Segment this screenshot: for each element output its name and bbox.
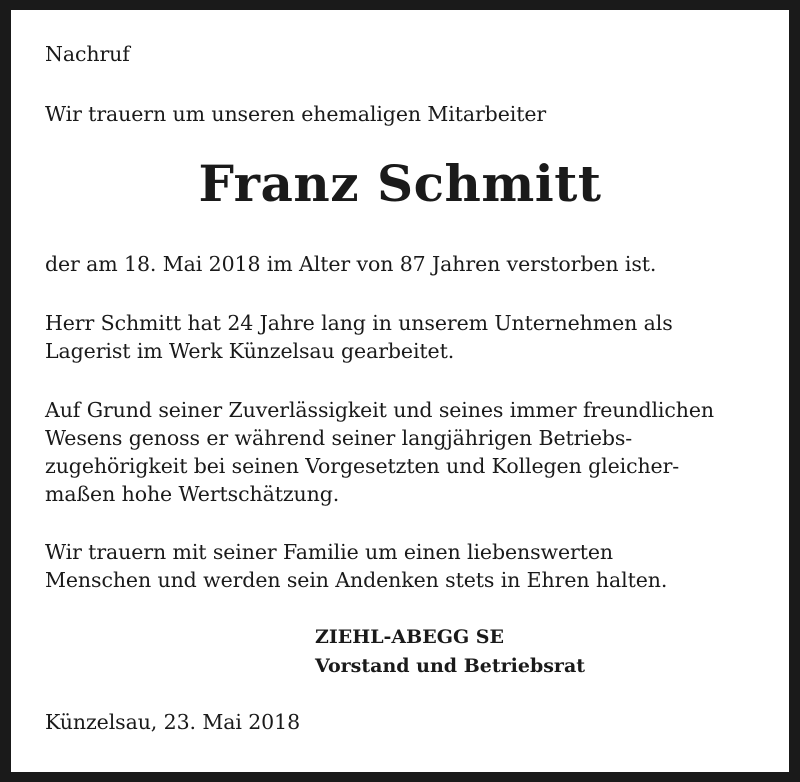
deceased-name: Franz Schmitt: [198, 154, 602, 213]
paragraph-3-line-2: Menschen und werden sein Andenken stets in Ehren halten.: [45, 568, 668, 592]
paragraph-2-line-1: Auf Grund seiner Zuverlässigkeit und seines immer freundlichen: [45, 398, 714, 422]
heading-nachruf: Nachruf: [45, 42, 130, 66]
signature-board: Vorstand und Betriebsrat: [315, 655, 586, 677]
paragraph-1-line-1: Herr Schmitt hat 24 Jahre lang in unserem Unternehmen als: [45, 311, 673, 335]
paragraph-2-line-2: Wesens genoss er während seiner langjährigen Betriebs-: [45, 426, 633, 450]
paragraph-1-line-2: Lagerist im Werk Künzelsau gearbeitet.: [45, 339, 455, 363]
paragraph-3-line-1: Wir trauern mit seiner Familie um einen liebenswerten: [45, 540, 613, 564]
place-date: Künzelsau, 23. Mai 2018: [45, 710, 301, 734]
intro-line: Wir trauern um unseren ehemaligen Mitarbeiter: [45, 102, 547, 126]
death-line: der am 18. Mai 2018 im Alter von 87 Jahren verstorben ist.: [45, 252, 657, 276]
paragraph-2-line-4: maßen hohe Wertschätzung.: [45, 482, 340, 506]
signature-company: ZIEHL-ABEGG SE: [315, 626, 504, 648]
paragraph-2-line-3: zugehörigkeit bei seinen Vorgesetzten und Kollegen gleicher-: [45, 454, 680, 478]
